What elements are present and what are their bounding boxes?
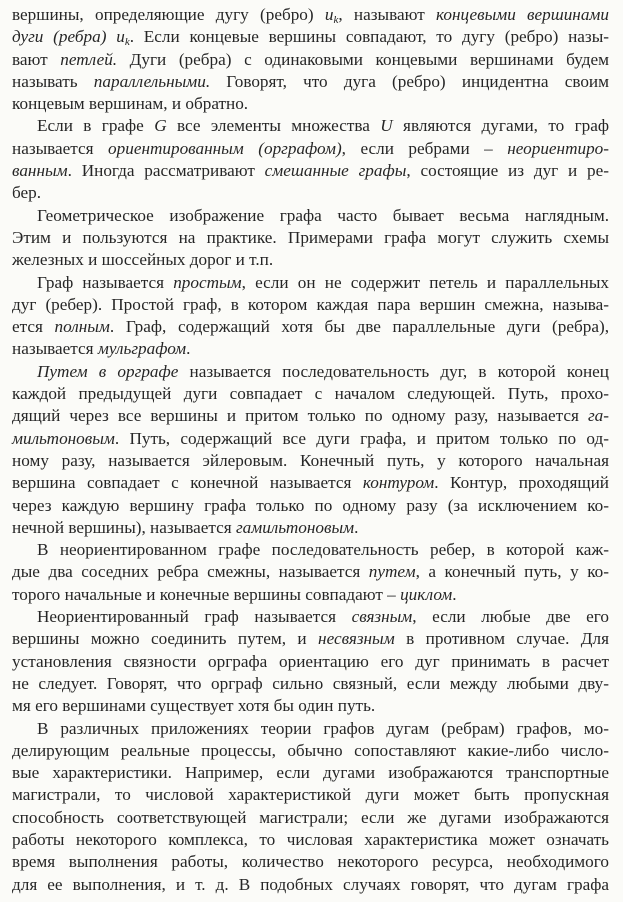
text-line <box>12 695 609 717</box>
text-run: вают <box>12 49 61 69</box>
emphasized-term: G <box>154 116 167 136</box>
text-line <box>12 4 609 26</box>
text-line <box>12 829 609 851</box>
text-run: Геометрическое изображение графа часто бывает весьма наглядным. <box>37 205 609 225</box>
text-run: являются дугами, то граф <box>392 116 609 136</box>
text-run: вершины, определяющие дугу (ребро) <box>12 5 325 24</box>
emphasized-term: параллельными. <box>93 71 211 91</box>
text-run: . <box>452 584 457 604</box>
text-run: . <box>354 517 359 537</box>
text-run: . Граф, содержащий хотя бы две параллельные дуги (ребра), <box>109 317 609 337</box>
text-line <box>12 71 609 93</box>
text-line <box>12 584 609 606</box>
text-run: Если в графе <box>37 116 155 136</box>
text-run: дуг (ребер). Простой граф, в котором каждая пара вершин смежна, называ- <box>12 294 609 314</box>
text-line <box>12 561 609 583</box>
text-run: вершина совпадает с конечной называется <box>12 473 363 493</box>
text-run: время выполнения работы, количество некоторого ресурса, необходимого <box>12 852 609 872</box>
emphasized-term: связным <box>351 607 413 627</box>
text-run: вые характеристики. Например, если дугами изображаются транспортные <box>12 763 609 783</box>
text-run: , если любые две его <box>412 607 609 627</box>
text-line <box>12 93 609 115</box>
text-line <box>12 405 609 427</box>
emphasized-term: гамильтоновым <box>235 517 355 537</box>
text-run: каждой предыдущей дуги совпадает с началом следующей. Путь, прохо- <box>12 384 609 404</box>
text-line <box>12 628 609 650</box>
emphasized-term: мильтоновым <box>12 428 115 448</box>
emphasized-term: контуром <box>362 473 435 493</box>
text-line <box>12 450 609 472</box>
text-run: дящий через все вершины и притом только по одному разу, называется <box>12 406 588 426</box>
text-run: дые два соседних ребра смежны, называется <box>12 562 369 582</box>
text-run: концевым вершинам, и обратно. <box>12 94 249 114</box>
emphasized-term: ориентированным (орграфом) <box>108 138 342 158</box>
paragraph <box>12 539 609 606</box>
text-run: , если он не содержит петель и параллельных <box>241 272 609 292</box>
text-line <box>12 762 609 784</box>
text-run: , если ребрами – <box>341 138 508 158</box>
text-run: бер. <box>12 183 42 203</box>
emphasized-term: ванным <box>12 161 68 181</box>
text-line <box>12 227 609 249</box>
emphasized-term: u <box>324 5 334 24</box>
emphasized-term: путем <box>368 562 416 582</box>
paragraph <box>12 272 609 361</box>
text-line <box>12 784 609 806</box>
text-line <box>12 874 609 896</box>
emphasized-term: мульграфом <box>97 339 187 359</box>
paragraph <box>12 606 609 717</box>
text-run: . Контур, проходящий <box>434 473 609 493</box>
text-run: все элементы множества <box>166 116 381 136</box>
text-run: , состоящие из дуг и ре- <box>406 161 609 181</box>
text-line <box>12 495 609 517</box>
emphasized-term: дуги (ребра) u <box>12 27 125 47</box>
text-run: Говорят, что дуга (ребро) инцидентна своим <box>210 71 609 91</box>
text-run: . Если концевые вершины совпадают, то дугу (ребро) назы- <box>129 27 609 47</box>
text-line <box>12 651 609 673</box>
emphasized-term: га- <box>587 406 609 426</box>
text-line <box>12 740 609 762</box>
text-run: торого начальные и конечные вершины совпадают – <box>12 584 401 604</box>
text-line <box>12 539 609 561</box>
text-line <box>12 472 609 494</box>
text-run: железных и шоссейных дорог и т.п. <box>12 250 274 270</box>
paragraph <box>12 205 609 272</box>
text-line <box>12 115 609 137</box>
text-line <box>12 294 609 316</box>
text-line <box>12 338 609 360</box>
emphasized-term: несвязным <box>318 629 395 649</box>
text-run: работы некоторого комплекса, то числовая характеристика может означать <box>12 829 609 849</box>
text-run: установления связности орграфа ориентацию его дуг принимать в расчет <box>12 651 609 671</box>
text-run: мя его вершинами существует хотя бы один путь. <box>12 696 376 716</box>
emphasized-term: простым <box>173 272 242 292</box>
text-line <box>12 383 609 405</box>
text-line <box>12 138 609 160</box>
text-line <box>12 428 609 450</box>
text-run: , а конечный путь, у ко- <box>415 562 610 582</box>
text-run: . Путь, содержащий все дуги графа, и притом только по од- <box>114 428 609 448</box>
text-run: нечной вершины), называется <box>12 517 236 537</box>
paragraph <box>12 718 609 896</box>
subscript: k <box>333 14 339 26</box>
emphasized-term: неориентиро- <box>507 138 609 158</box>
text-run: Дуги (ребра) с одинаковыми концевыми вершинами будем <box>117 49 609 69</box>
text-line <box>12 361 609 383</box>
paragraph <box>12 4 609 115</box>
text-line <box>12 272 609 294</box>
text-run: вершины можно соединить путем, и <box>12 629 319 649</box>
emphasized-term: петлей. <box>60 49 118 69</box>
text-run: называть <box>12 71 94 91</box>
text-line <box>12 249 609 271</box>
text-run: ется <box>12 317 55 337</box>
text-run: называется последовательность дуг, в которой конец <box>178 361 609 381</box>
text-line <box>12 517 609 539</box>
paragraph <box>12 115 609 204</box>
text-run: . <box>186 339 191 359</box>
text-line <box>12 718 609 740</box>
emphasized-term: полным <box>54 317 110 337</box>
text-line <box>12 673 609 695</box>
text-run: через каждую вершину графа только по одному разу (за исключением ко- <box>12 495 609 515</box>
text-run: Граф называется <box>37 272 174 292</box>
subscript: k <box>124 36 130 49</box>
text-line <box>12 49 609 71</box>
text-run: называется <box>12 339 98 359</box>
text-run: для ее выполнения, и т. д. В подобных случаях говорят, что дугам графа <box>12 874 609 894</box>
emphasized-term: циклом <box>400 584 453 604</box>
text-run: . Иногда рассматривают <box>67 161 265 181</box>
text-line <box>12 606 609 628</box>
text-run: способность соответствующей магистрали; если же дугами изображаются <box>12 807 609 827</box>
paragraph <box>12 361 609 539</box>
text-line <box>12 851 609 873</box>
text-run: в противном случае. Для <box>394 629 609 649</box>
text-run: В различных приложениях теории графов дугам (ребрам) графов, мо- <box>37 718 609 738</box>
text-line <box>12 807 609 829</box>
text-line <box>12 26 609 48</box>
emphasized-term: U <box>380 116 393 136</box>
emphasized-term: концевыми вершинами <box>435 5 609 24</box>
text-run: называется <box>12 138 109 158</box>
text-line <box>12 160 609 182</box>
text-run: ному разу, называется эйлеровым. Конечный путь, у которого начальная <box>12 450 609 470</box>
text-run: В неориентированном графе последовательность ребер, в которой каж- <box>37 540 609 560</box>
text-run: магистрали, то числовой характеристикой дуги может быть пропускная <box>12 785 609 805</box>
emphasized-term: смешанные графы <box>264 161 407 181</box>
text-run: Неориентированный граф называется <box>37 607 352 627</box>
emphasized-term: Путем в орграфе <box>37 361 179 381</box>
text-line <box>12 316 609 338</box>
text-run: делирующим реальные процессы, обычно сопоставляют какие-либо число- <box>12 740 609 760</box>
text-run: Этим и пользуются на практике. Примерами графа могут служить схемы <box>12 227 609 247</box>
text-run: не следует. Говорят, что орграф сильно связный, если между любыми дву- <box>12 673 609 693</box>
text-line <box>12 205 609 227</box>
text-line <box>12 182 609 204</box>
text-run: , называют <box>338 5 436 24</box>
